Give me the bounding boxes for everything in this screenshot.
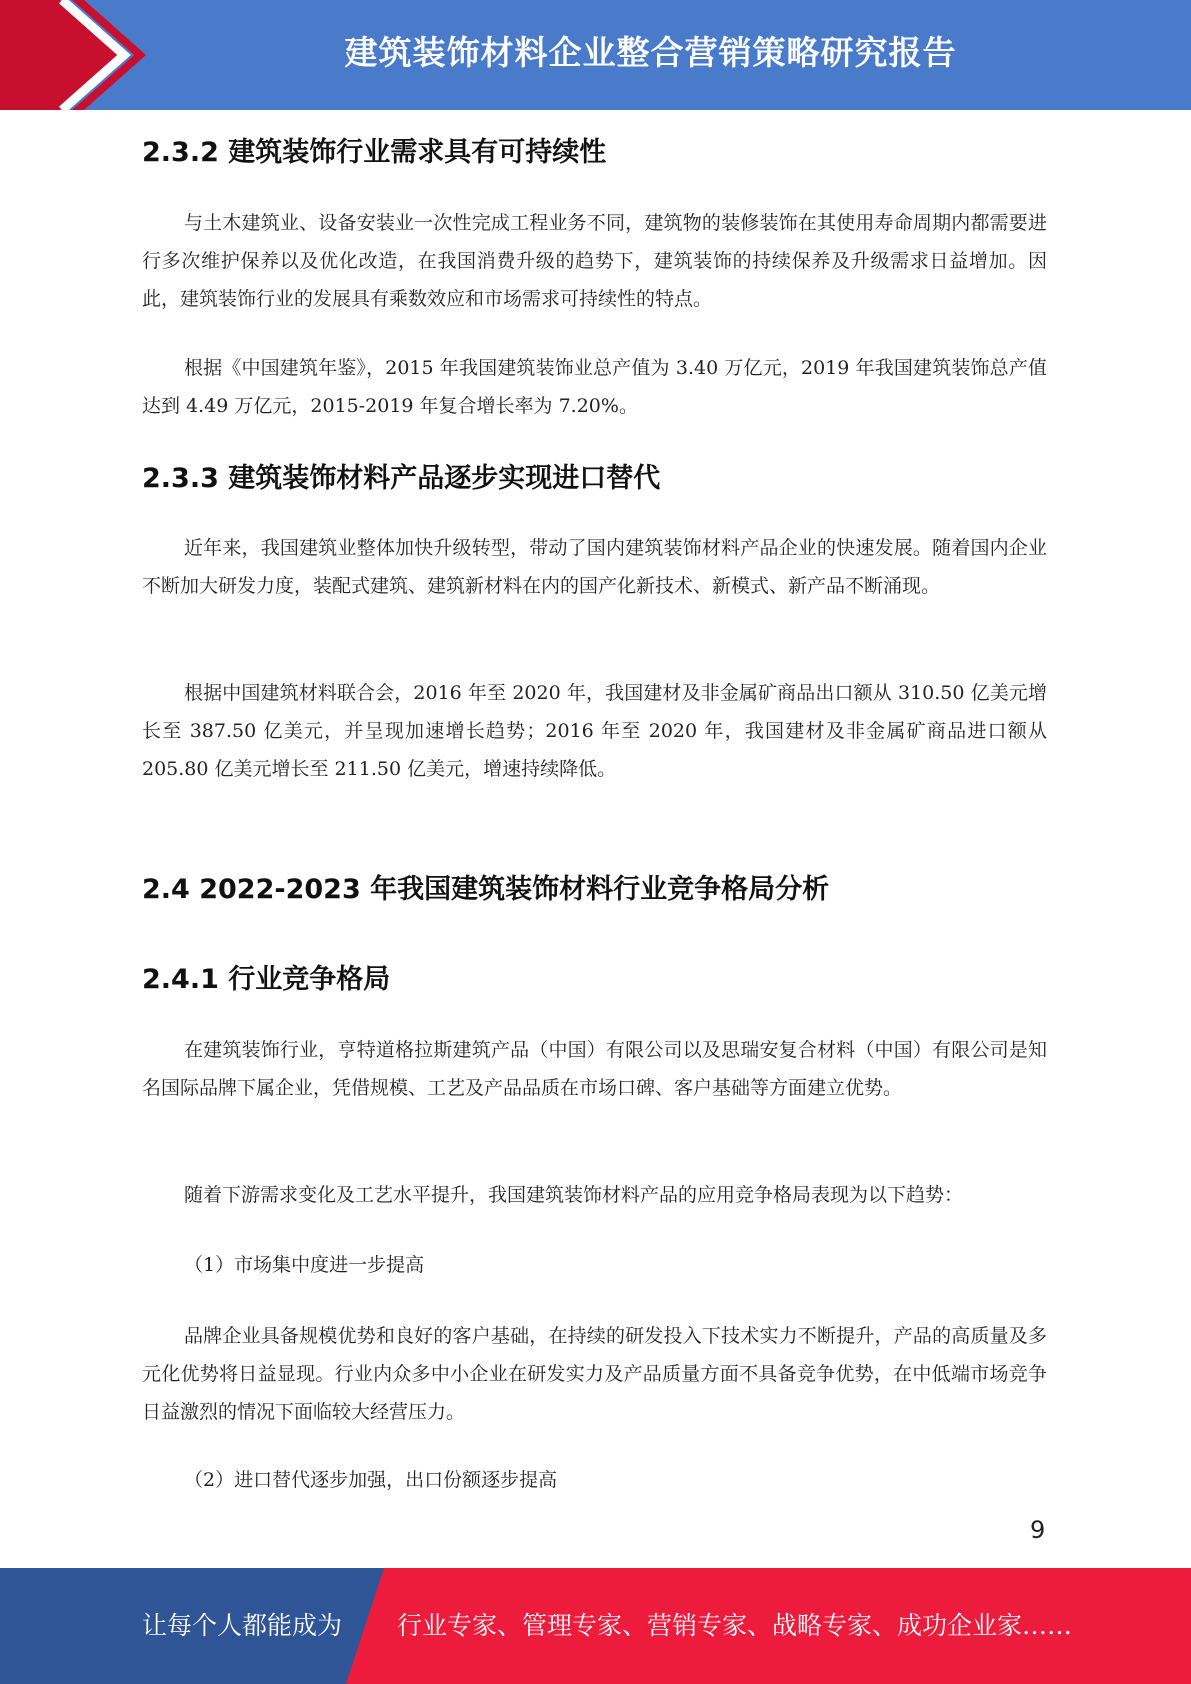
- paragraph: 根据《中国建筑年鉴》，2015 年我国建筑装饰业总产值为 3.40 万亿元，2019 年我国建筑装饰总产值达到 4.49 万亿元，2015-2019 年复合增长率为 7.20%。: [142, 357, 1047, 417]
- section-heading-2-4: 2.4 2022-2023 年我国建筑装饰材料行业竞争格局分析: [142, 874, 830, 905]
- section-heading-2-4-1: 2.4.1 行业竞争格局: [142, 964, 391, 995]
- paragraph: 与土木建筑业、设备安装业一次性完成工程业务不同，建筑物的装修装饰在其使用寿命周期内都需要进行多次维护保养以及优化改造，在我国消费升级的趋势下，建筑装饰的持续保养及升级需求日益增加。因此，建筑装饰行业的发展具有乘数效应和市场需求可持续性的特点。: [142, 212, 1047, 310]
- paragraph: 根据中国建筑材料联合会，2016 年至 2020 年，我国建材及非金属矿商品出口额从 310.50 亿美元增长至 387.50 亿美元，并呈现加速增长趋势；2016 年至 2020 年，我国建材及非金属矿商品进口额从 205.80 亿美元增长至 211.50 亿美元，增速持续降低。: [142, 682, 1047, 780]
- report-header: [0, 0, 1191, 110]
- section-heading-2-3-2: 2.3.2 建筑装饰行业需求具有可持续性: [142, 137, 607, 168]
- page-number: 9: [1030, 1516, 1046, 1544]
- paragraph: 在建筑装饰行业，亨特道格拉斯建筑产品（中国）有限公司以及思瑞安复合材料（中国）有限公司是知名国际品牌下属企业，凭借规模、工艺及产品品质在市场口碑、客户基础等方面建立优势。: [142, 1039, 1047, 1099]
- header-arrow-icon: [0, 0, 160, 110]
- report-footer: [0, 1568, 1191, 1684]
- paragraph: 近年来，我国建筑业整体加快升级转型，带动了国内建筑装饰材料产品企业的快速发展。随着国内企业不断加大研发力度，装配式建筑、建筑新材料在内的国产化新技术、新模式、新产品不断涌现。: [142, 537, 1047, 597]
- paragraph: 随着下游需求变化及工艺水平提升，我国建筑装饰材料产品的应用竞争格局表现为以下趋势：: [184, 1184, 964, 1206]
- list-item: （2）进口替代逐步加强，出口份额逐步提高: [184, 1469, 558, 1491]
- report-title: 建筑装饰材料企业整合营销策略研究报告: [344, 33, 957, 72]
- list-item: （1）市场集中度进一步提高: [184, 1254, 425, 1276]
- section-heading-2-3-3: 2.3.3 建筑装饰材料产品逐步实现进口替代: [142, 463, 661, 494]
- paragraph: 品牌企业具备规模优势和良好的客户基础，在持续的研发投入下技术实力不断提升，产品的高质量及多元化优势将日益显现。行业内众多中小企业在研发实力及产品质量方面不具备竞争优势，在中低端市场竞争日益激烈的情况下面临较大经营压力。: [142, 1325, 1047, 1423]
- footer-slogan-left: 让每个人都能成为: [142, 1611, 343, 1640]
- footer-slogan-right: 行业专家、管理专家、营销专家、战略专家、成功企业家……: [397, 1611, 1073, 1640]
